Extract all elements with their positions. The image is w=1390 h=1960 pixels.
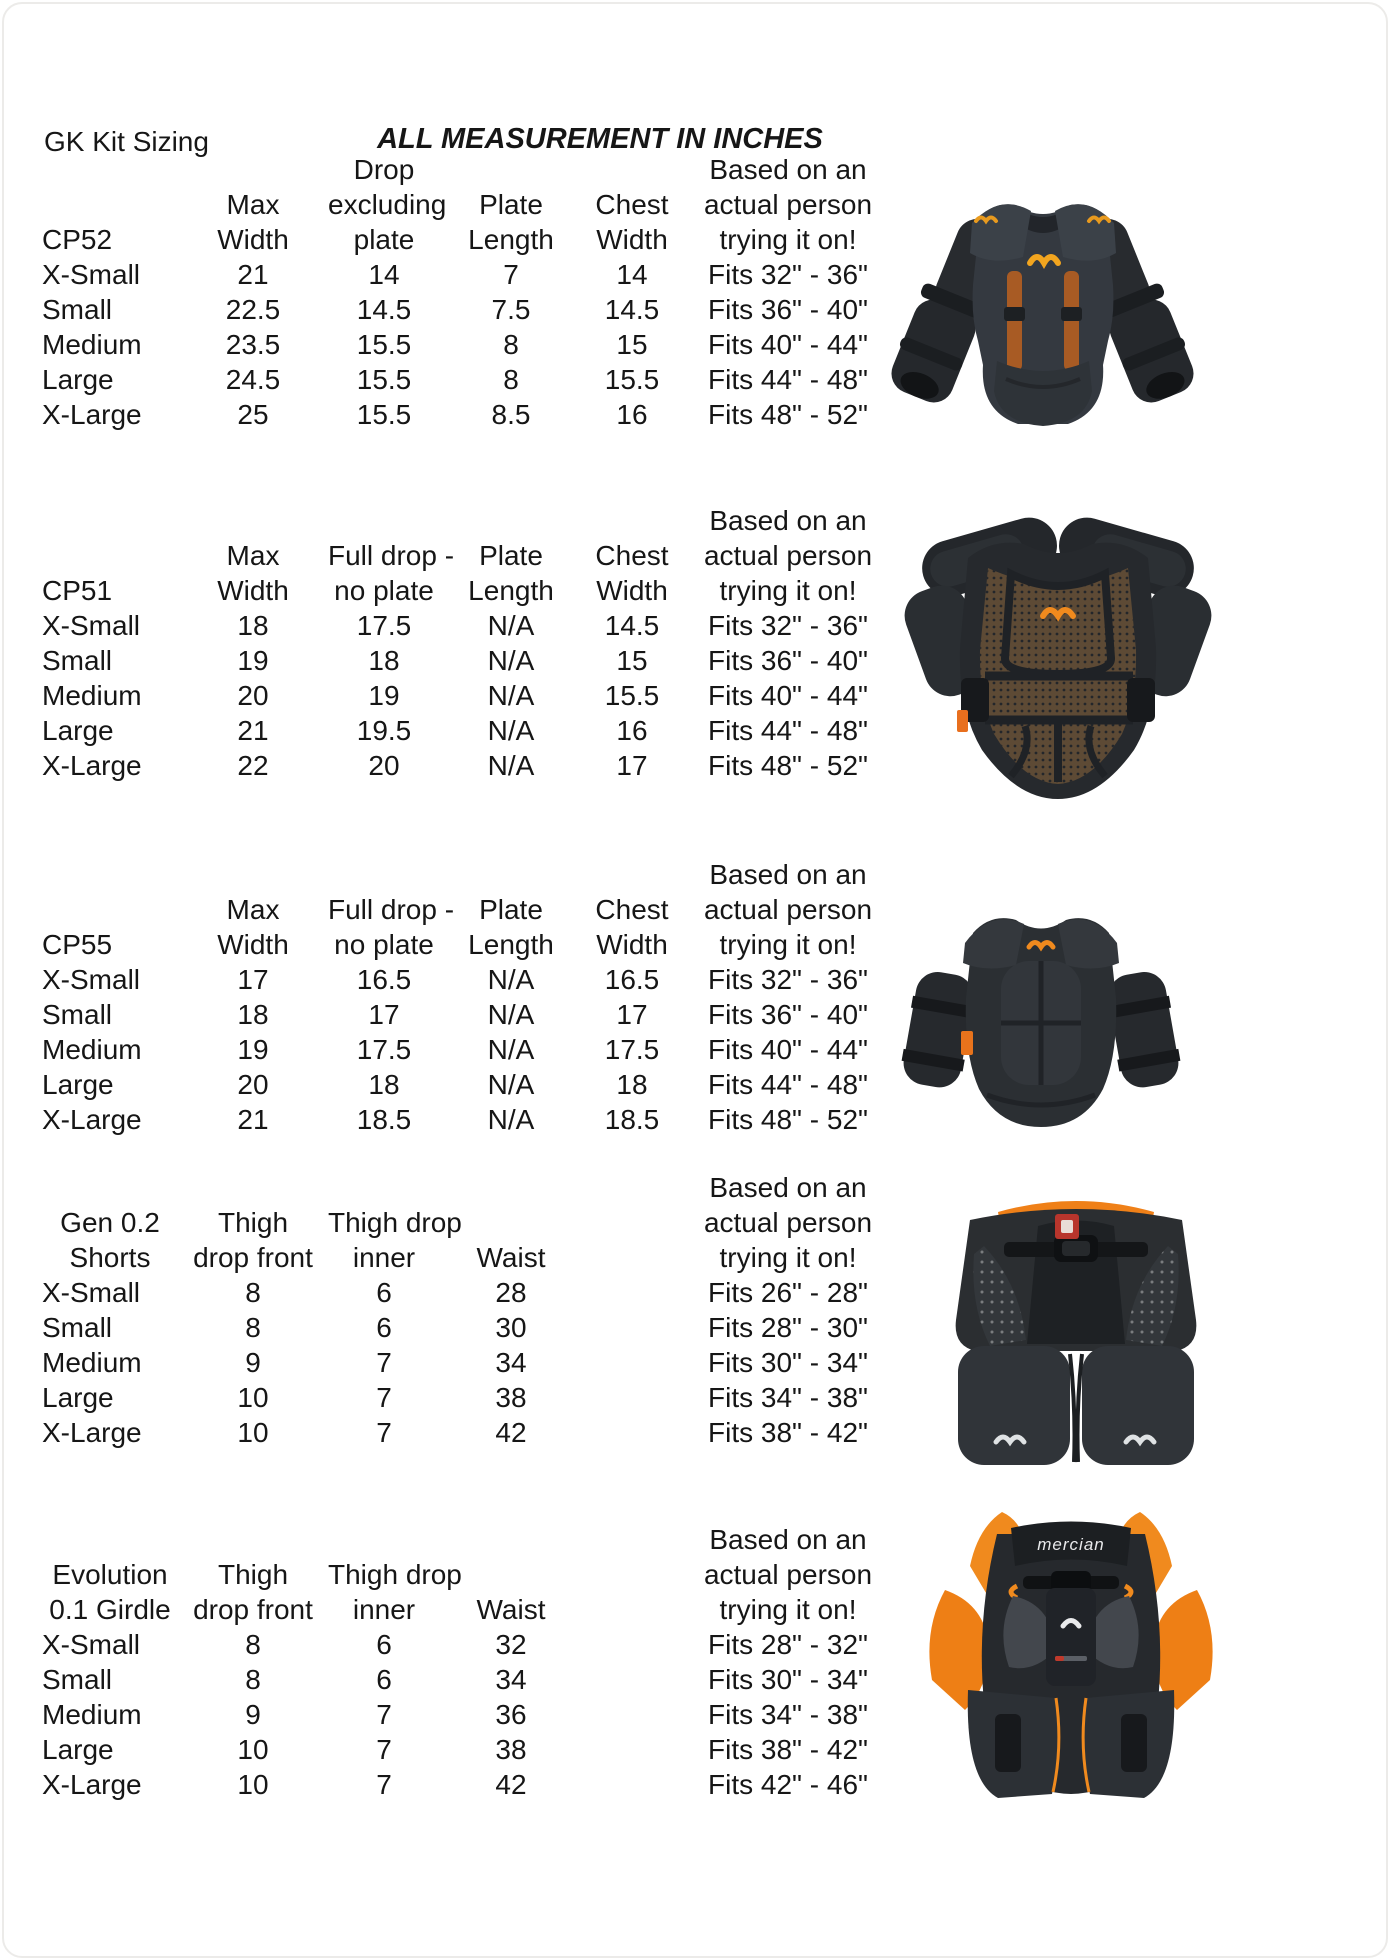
cp52-value-cell: 15.5 [604,364,660,395]
cp55-value-cell: 20 [237,1069,269,1100]
evolution-01-girdle-value-cell: 7 [376,1734,392,1765]
left-shoulder-cap [963,919,1024,968]
gen-02-shorts-product-photo [928,1188,1224,1471]
evolution-01-girdle-value-cell: Fits 42" - 46" [708,1769,868,1800]
cp55-header-cell: Max [226,894,280,925]
gen-02-shorts-value-cell: 10 [237,1417,269,1448]
cp51-value-cell: 17.5 [356,610,412,641]
cp52-header-cell: CP52 [42,224,113,255]
cp55-value-cell: 18 [368,1069,400,1100]
gen-02-shorts-size-label: Small [42,1312,113,1343]
cp55-value-cell: N/A [487,1069,535,1100]
right-velcro [1121,1714,1147,1772]
cp51-size-row [42,608,894,643]
evolution-01-girdle-header-cell: trying it on! [719,1594,857,1625]
gen-02-shorts-value-cell: 6 [376,1312,392,1343]
cp52-value-cell: Fits 40" - 44" [708,329,868,360]
cp55-size-label: X-Large [42,1104,142,1135]
evolution-01-girdle-header-cell: inner [352,1594,416,1625]
evolution-01-girdle-value-cell: 34 [495,1664,527,1695]
cp52-value-cell: 15 [616,329,648,360]
gen-02-shorts-value-cell: 34 [495,1347,527,1378]
gen-02-shorts-value-cell: Fits 28" - 30" [708,1312,868,1343]
cp51-value-cell: 19.5 [356,715,412,746]
gen-02-shorts-value-cell: Fits 38" - 42" [708,1417,868,1448]
cp55-value-cell: 16.5 [604,964,660,995]
cp55-value-cell: 17 [616,999,648,1030]
cp55-value-cell: 19 [237,1034,269,1065]
cp51-size-label: Large [42,715,114,746]
cp51-size-label: Small [42,645,113,676]
gen-02-shorts-value-cell: 38 [495,1382,527,1413]
evolution-01-girdle-value-cell: 6 [376,1664,392,1695]
cp51-value-cell: N/A [487,610,535,641]
cp51-header-cell: Width [596,575,668,606]
cp51-header-cell: CP51 [42,575,113,606]
cp51-value-cell: 15 [616,645,648,676]
cp51-value-cell: 19 [237,645,269,676]
cp55-value-cell: Fits 44" - 48" [708,1069,868,1100]
cp55-size-row [42,1067,894,1102]
evolution-01-girdle-size-label: Medium [42,1699,142,1730]
cp55-sizing-table [42,857,894,1137]
cp51-size-label: X-Small [42,610,141,641]
cp52-value-cell: 15.5 [356,329,412,360]
evolution-01-girdle-size-label: X-Small [42,1629,141,1660]
cp51-value-cell: Fits 48" - 52" [708,750,868,781]
cp51-value-cell: N/A [487,680,535,711]
gen-02-shorts-value-cell: 7 [376,1382,392,1413]
gen-02-shorts-value-cell: 6 [376,1277,392,1308]
cp52-size-row [42,362,894,397]
evolution-01-girdle-value-cell: 7 [376,1699,392,1730]
gen-02-shorts-size-label: X-Small [42,1277,141,1308]
page-title: GK Kit Sizing [44,126,209,157]
evolution-01-girdle-value-cell: Fits 30" - 34" [708,1664,868,1695]
cp55-value-cell: Fits 36" - 40" [708,999,868,1030]
cp55-value-cell: 17 [237,964,269,995]
cp51-header-cell: Width [217,575,289,606]
evolution-01-girdle-header-cell: Thigh [217,1559,289,1590]
cp51-value-cell: N/A [487,750,535,781]
cp55-header-row [42,857,894,892]
gen-02-shorts-value-cell: Fits 30" - 34" [708,1347,868,1378]
cp52-value-cell: 8 [503,329,519,360]
evolution-01-girdle-value-cell: 10 [237,1734,269,1765]
cp52-value-cell: 22.5 [225,294,281,325]
cp51-header-cell: Length [468,575,554,606]
gen-02-shorts-size-label: Large [42,1382,114,1413]
cp52-value-cell: Fits 32" - 36" [708,259,868,290]
gen-02-shorts-value-cell: Fits 26" - 28" [708,1277,868,1308]
orange-tag [957,710,968,732]
evolution-01-girdle-value-cell: Fits 38" - 42" [708,1734,868,1765]
measurement-note: ALL MEASUREMENT IN INCHES [377,123,823,155]
evolution-01-girdle-header-cell: Based on an [709,1524,867,1555]
cp52-size-label: Large [42,364,114,395]
cp55-value-cell: Fits 48" - 52" [708,1104,868,1135]
cp52-header-cell: actual person [703,189,873,220]
evolution-01-girdle-header-row [42,1592,894,1627]
evolution-01-girdle-value-cell: Fits 28" - 32" [708,1629,868,1660]
cp51-header-row [42,538,894,573]
cp52-header-cell: Plate [479,189,543,220]
cp55-header-cell: Width [217,929,289,960]
evolution-01-girdle-header-cell: actual person [703,1559,873,1590]
gen-02-shorts-value-cell: 30 [495,1312,527,1343]
cp55-header-cell: CP55 [42,929,113,960]
cp52-value-cell: 8.5 [491,399,531,430]
mercian-brand-text: mercian [1037,1535,1105,1554]
cp55-size-label: Large [42,1069,114,1100]
gen-02-shorts-value-cell: 7 [376,1417,392,1448]
evolution-01-girdle-value-cell: 7 [376,1769,392,1800]
cp55-header-row [42,892,894,927]
gen-02-shorts-size-row [42,1310,894,1345]
cp51-value-cell: 14.5 [604,610,660,641]
cp51-value-cell: Fits 36" - 40" [708,645,868,676]
cp51-header-cell: Full drop - [328,540,455,571]
left-leg-pad [958,1346,1070,1465]
cp55-value-cell: 18 [237,999,269,1030]
gen-02-shorts-header-cell: actual person [703,1207,873,1238]
cp55-value-cell: 21 [237,1104,269,1135]
cp52-value-cell: 8 [503,364,519,395]
gen-02-shorts-sizing-table [42,1170,894,1450]
gen-02-shorts-header-cell: Waist [476,1242,546,1273]
cp55-value-cell: 18.5 [356,1104,412,1135]
left-velcro [995,1714,1021,1772]
cp51-size-row [42,678,894,713]
cp51-value-cell: 20 [368,750,400,781]
cp55-size-row [42,1032,894,1067]
cp55-header-row [42,927,894,962]
cp52-value-cell: 15.5 [356,399,412,430]
cp52-header-cell: Length [468,224,554,255]
cp51-header-cell: Plate [479,540,543,571]
gen-02-shorts-value-cell: 42 [495,1417,527,1448]
cp52-header-row [42,222,894,257]
cp52-value-cell: 14 [616,259,648,290]
cp52-value-cell: 23.5 [225,329,281,360]
gen-02-shorts-header-cell: Thigh [217,1207,289,1238]
gen-02-shorts-header-row [42,1205,894,1240]
cp52-size-row [42,257,894,292]
gen-02-shorts-header-cell: drop front [193,1242,313,1273]
cp51-size-row [42,713,894,748]
cp52-value-cell: 14 [368,259,400,290]
cp55-header-cell: Based on an [709,859,867,890]
evolution-01-girdle-size-row [42,1627,894,1662]
gen-02-shorts-header-row [42,1170,894,1205]
cp52-size-row [42,397,894,432]
cp52-value-cell: 16 [616,399,648,430]
cp55-header-cell: trying it on! [719,929,857,960]
evolution-01-girdle-size-row [42,1697,894,1732]
cp51-value-cell: N/A [487,715,535,746]
cp55-header-cell: Length [468,929,554,960]
cp51-value-cell: 19 [368,680,400,711]
cp51-header-cell: actual person [703,540,873,571]
cp51-size-row [42,643,894,678]
evolution-01-girdle-header-cell: 0.1 Girdle [49,1594,171,1625]
cp55-value-cell: N/A [487,1034,535,1065]
cp55-value-cell: Fits 40" - 44" [708,1034,868,1065]
cp51-sizing-table [42,503,894,783]
right-shoulder-cap [1055,204,1116,260]
cp51-value-cell: Fits 40" - 44" [708,680,868,711]
cp52-value-cell: 15.5 [356,364,412,395]
cp55-value-cell: 17.5 [356,1034,412,1065]
evolution-01-girdle-value-cell: 9 [245,1699,261,1730]
evolution-01-girdle-header-cell: Evolution [52,1559,168,1590]
evolution-01-girdle-size-row [42,1732,894,1767]
cp51-product-photo [893,498,1223,805]
gen-02-shorts-size-row [42,1345,894,1380]
evolution-01-girdle-value-cell: 8 [245,1629,261,1660]
evolution-01-girdle-header-row [42,1557,894,1592]
gen-02-shorts-header-cell: Based on an [709,1172,867,1203]
cp55-value-cell: 17.5 [604,1034,660,1065]
cp52-header-cell: trying it on! [719,224,857,255]
cp55-value-cell: N/A [487,999,535,1030]
cp55-size-row [42,962,894,997]
gen-02-shorts-size-label: X-Large [42,1417,142,1448]
cp52-value-cell: 14.5 [604,294,660,325]
cp52-header-cell: Based on an [709,154,867,185]
cp52-size-label: X-Large [42,399,142,430]
cp52-value-cell: 25 [237,399,269,430]
gen-02-shorts-header-cell: Shorts [69,1242,151,1273]
cp55-value-cell: Fits 32" - 36" [708,964,868,995]
cp55-value-cell: 16.5 [356,964,412,995]
cp52-size-label: Small [42,294,113,325]
cp51-header-row [42,503,894,538]
gen-02-shorts-size-row [42,1415,894,1450]
gen-02-shorts-header-cell: Thigh drop [328,1207,462,1238]
evolution-01-girdle-header-row [42,1522,894,1557]
cp55-size-label: Medium [42,1034,142,1065]
cp51-value-cell: 21 [237,715,269,746]
cp55-header-cell: Chest [595,894,669,925]
cp52-header-cell: Max [226,189,280,220]
cp55-header-cell: Full drop - [328,894,455,925]
evolution-01-girdle-product-photo [905,1500,1237,1812]
evolution-01-girdle-value-cell: 38 [495,1734,527,1765]
cp51-size-label: X-Large [42,750,142,781]
cp55-header-cell: no plate [334,929,434,960]
cp55-header-cell: Width [596,929,668,960]
cp52-header-cell: Chest [595,189,669,220]
gen-02-shorts-header-cell: trying it on! [719,1242,857,1273]
right-shoulder-cap [1058,919,1119,968]
cp55-size-label: Small [42,999,113,1030]
cp51-value-cell: Fits 44" - 48" [708,715,868,746]
cp51-value-cell: 22 [237,750,269,781]
cp55-value-cell: 18.5 [604,1104,660,1135]
cp51-header-cell: trying it on! [719,575,857,606]
cp51-value-cell: 17 [616,750,648,781]
cp55-header-cell: Plate [479,894,543,925]
cp52-value-cell: Fits 36" - 40" [708,294,868,325]
gen-02-shorts-value-cell: 8 [245,1312,261,1343]
cp51-size-row [42,748,894,783]
cp55-size-row [42,1102,894,1137]
evolution-01-girdle-value-cell: 42 [495,1769,527,1800]
cp52-header-cell: Width [596,224,668,255]
cp51-value-cell: 15.5 [604,680,660,711]
evolution-01-girdle-size-row [42,1662,894,1697]
cp52-size-label: Medium [42,329,142,360]
cp51-value-cell: 16 [616,715,648,746]
gen-02-shorts-size-row [42,1380,894,1415]
evolution-01-girdle-value-cell: 32 [495,1629,527,1660]
evolution-01-girdle-value-cell: 10 [237,1769,269,1800]
cp52-header-cell: excluding [328,189,447,220]
mercian-logo-icon [976,218,996,222]
gen-02-shorts-value-cell: 7 [376,1347,392,1378]
cp51-value-cell: 20 [237,680,269,711]
gen-02-shorts-value-cell: 9 [245,1347,261,1378]
evolution-01-girdle-sizing-table [42,1522,894,1802]
cp52-value-cell: Fits 48" - 52" [708,399,868,430]
cp51-header-cell: no plate [334,575,434,606]
gen-02-shorts-value-cell: Fits 34" - 38" [708,1382,868,1413]
cp55-header-cell: actual person [703,894,873,925]
cp51-size-label: Medium [42,680,142,711]
right-velcro-tab [1127,678,1155,722]
evolution-01-girdle-size-label: Large [42,1734,114,1765]
gen-02-shorts-value-cell: 8 [245,1277,261,1308]
gen-02-shorts-header-cell: Gen 0.2 [60,1207,160,1238]
cp51-header-cell: Based on an [709,505,867,536]
cp55-value-cell: 18 [616,1069,648,1100]
cp55-value-cell: N/A [487,1104,535,1135]
gen-02-shorts-value-cell: 10 [237,1382,269,1413]
cp55-value-cell: 17 [368,999,400,1030]
evolution-01-girdle-value-cell: 36 [495,1699,527,1730]
cp51-header-cell: Max [226,540,280,571]
cp52-header-row [42,152,894,187]
center-flap [1046,1588,1096,1686]
cp52-sizing-table [42,152,894,432]
cp52-header-cell: Width [217,224,289,255]
cp52-size-label: X-Small [42,259,141,290]
cp52-header-cell: Drop [353,154,415,185]
cp52-value-cell: 21 [237,259,269,290]
evolution-01-girdle-header-cell: Thigh drop [328,1559,462,1590]
cp52-header-row [42,187,894,222]
cp51-header-row [42,573,894,608]
evolution-01-girdle-size-row [42,1767,894,1802]
right-leg-pad [1082,1346,1194,1465]
evolution-01-girdle-size-label: X-Large [42,1769,142,1800]
gen-02-shorts-size-row [42,1275,894,1310]
cp52-product-photo [880,165,1205,433]
cp51-header-cell: Chest [595,540,669,571]
gen-02-shorts-header-row [42,1240,894,1275]
cp51-value-cell: 18 [237,610,269,641]
orange-tag [961,1031,973,1055]
cp52-value-cell: 24.5 [225,364,281,395]
cp52-value-cell: Fits 44" - 48" [708,364,868,395]
cp55-value-cell: N/A [487,964,535,995]
cp51-value-cell: N/A [487,645,535,676]
cp52-header-cell: plate [353,224,415,255]
evolution-01-girdle-value-cell: Fits 34" - 38" [708,1699,868,1730]
cp55-product-photo [895,903,1187,1133]
gen-02-shorts-size-label: Medium [42,1347,142,1378]
cp52-value-cell: 14.5 [356,294,412,325]
gen-02-shorts-header-cell: inner [352,1242,416,1273]
evolution-01-girdle-value-cell: 6 [376,1629,392,1660]
cp52-value-cell: 7 [503,259,519,290]
left-shoulder-cap [970,204,1031,260]
evolution-01-girdle-value-cell: 8 [245,1664,261,1695]
cp51-value-cell: Fits 32" - 36" [708,610,868,641]
cp55-size-row [42,997,894,1032]
cp52-size-row [42,292,894,327]
evolution-01-girdle-header-cell: Waist [476,1594,546,1625]
cp55-size-label: X-Small [42,964,141,995]
cp51-value-cell: 18 [368,645,400,676]
mercian-logo-icon [1089,218,1109,222]
evolution-01-girdle-header-cell: drop front [193,1594,313,1625]
mercian-logo-icon [1029,943,1053,948]
cp52-size-row [42,327,894,362]
gen-02-shorts-value-cell: 28 [495,1277,527,1308]
cp52-value-cell: 7.5 [491,294,531,325]
evolution-01-girdle-size-label: Small [42,1664,113,1695]
